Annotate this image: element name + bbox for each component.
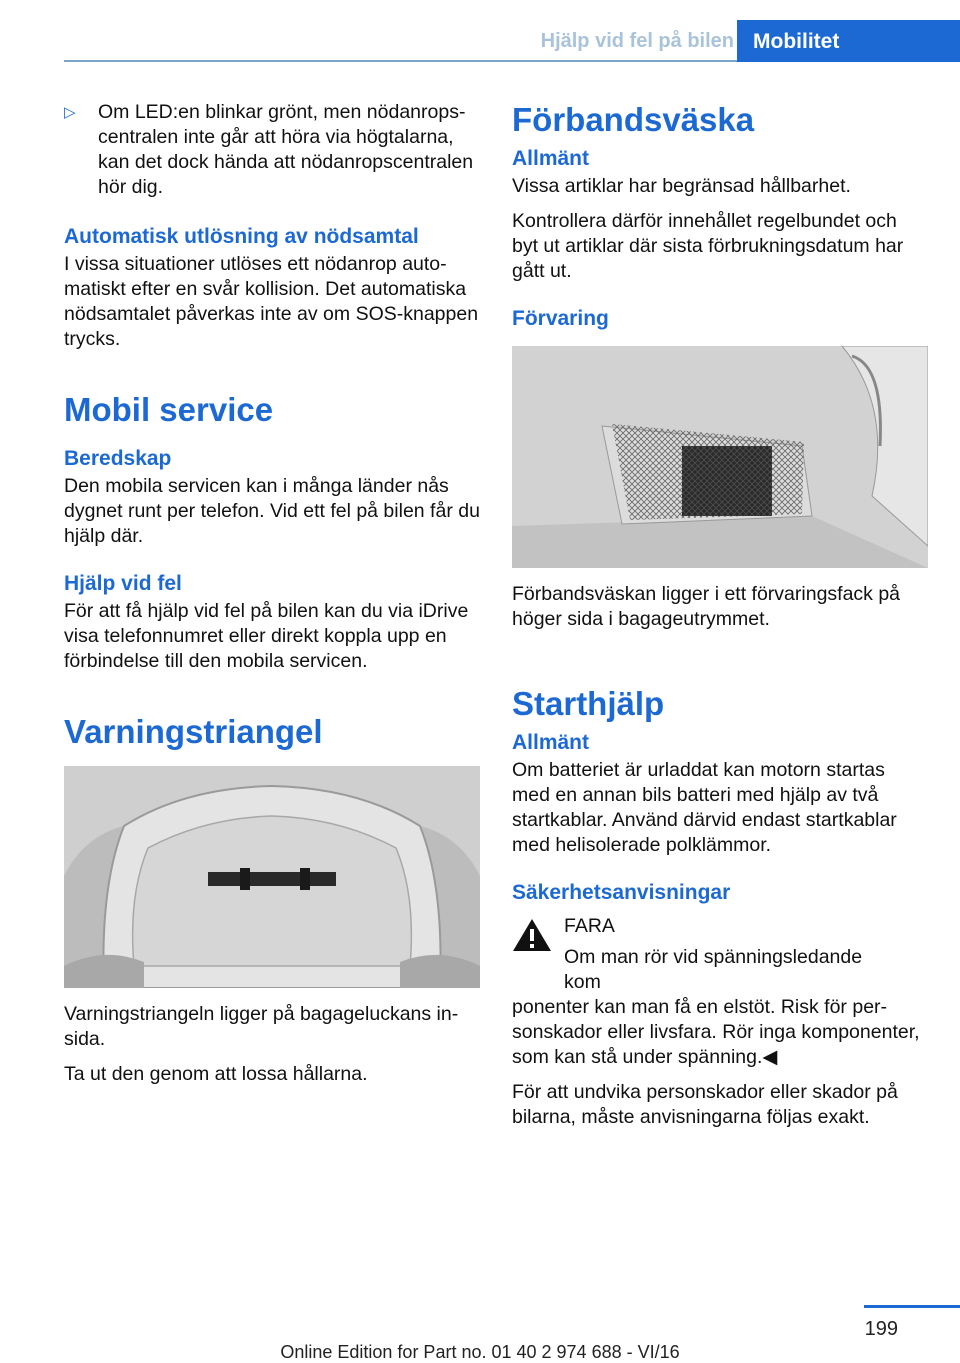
bullet-item xyxy=(64,100,480,200)
header-chapter-tab: Mobilitet xyxy=(737,20,960,62)
storage-net-image xyxy=(512,346,928,568)
paragraph-beredskap: Den mobila servicen kan i många länder nås dygnet runt per telefon. Vid ett fel på bilen får du hjälp där. xyxy=(64,475,480,547)
danger-text-line1: Om man rör vid spänningsledande kom xyxy=(564,946,863,993)
heading-beredskap: Beredskap xyxy=(64,447,172,470)
paragraph-allmant-1: Vissa artiklar har begränsad hållbarhet. xyxy=(512,175,851,197)
paragraph-sakerhet: För att undvika personskador eller skador på bilarna, måste anvisningarna följas exakt. xyxy=(512,1081,898,1128)
header-section-title: Hjälp vid fel på bilen xyxy=(540,30,734,52)
paragraph-allmant-start: Om batteriet är urladdat kan motorn startas med en annan bils batteri med hjälp av två startkablar. Använd därvid endast startkablar med helisolerade polklämmor. xyxy=(512,759,897,856)
caption-forvaring: Förbandsväskan ligger i ett förvaringsfack på höger sida i bagageutrymmet. xyxy=(512,583,901,630)
caption-varningstriangel: Varningstriangeln ligger på bagageluckans insida. xyxy=(64,1003,459,1050)
heading-varningstriangel: Varningstriangel xyxy=(64,713,323,750)
bullet-text: Om LED:en blinkar grönt, men nödanropscentralen inte går att höra via högtalarna, kan det dock hända att nödanropscentralen hör dig. xyxy=(98,101,474,198)
paragraph-automatisk: I vissa situationer utlöses ett nödanrop automatiskt efter en svår kollision. Det automatiska nödsamtalet påverkas inte av om SOS-knappen trycks. xyxy=(64,253,479,350)
heading-allmant-start: Allmänt xyxy=(512,731,590,754)
danger-warning xyxy=(512,914,928,995)
left-column xyxy=(64,100,480,1097)
right-column xyxy=(512,100,928,1140)
heading-mobil-service: Mobil service xyxy=(64,391,274,428)
footer-rule xyxy=(864,1305,960,1308)
danger-label: FARA xyxy=(564,915,615,937)
paragraph-allmant-2: Kontrollera därför innehållet regelbundet och byt ut artiklar där sista förbrukningsdatum har gått ut. xyxy=(512,210,904,282)
heading-hjalp-vid-fel: Hjälp vid fel xyxy=(64,572,182,595)
page-number: 199 xyxy=(864,1318,898,1340)
danger-text-rest: ponenter kan man få en elstöt. Risk för personskador eller livsfara. Rör inga komponenter, som kan stå under spänning.◀ xyxy=(512,996,920,1068)
paragraph-varningstriangel: Ta ut den genom att lossa hållarna. xyxy=(64,1063,368,1085)
paragraph-hjalp-vid-fel: För att få hjälp vid fel på bilen kan du via iDrive visa telefonnumret eller direkt koppla upp en förbindelse till den mobila servicen. xyxy=(64,600,469,672)
heading-allmant-forband: Allmänt xyxy=(512,147,590,170)
bullet-triangle-icon: ▷ xyxy=(64,104,76,121)
footer-edition: Online Edition for Part no. 01 40 2 974 688 - VI/16 xyxy=(280,1342,680,1362)
heading-automatisk: Automatisk utlösning av nödsamtal xyxy=(64,225,419,248)
heading-sakerhetsanvisningar: Säkerhetsanvisningar xyxy=(512,881,731,904)
warning-triangle-icon xyxy=(512,918,564,995)
heading-forvaring: Förvaring xyxy=(512,307,609,330)
trunk-lid-image xyxy=(64,766,480,988)
heading-starthjalp: Starthjälp xyxy=(512,685,665,722)
heading-forbandsvaska: Förbandsväska xyxy=(512,101,755,138)
